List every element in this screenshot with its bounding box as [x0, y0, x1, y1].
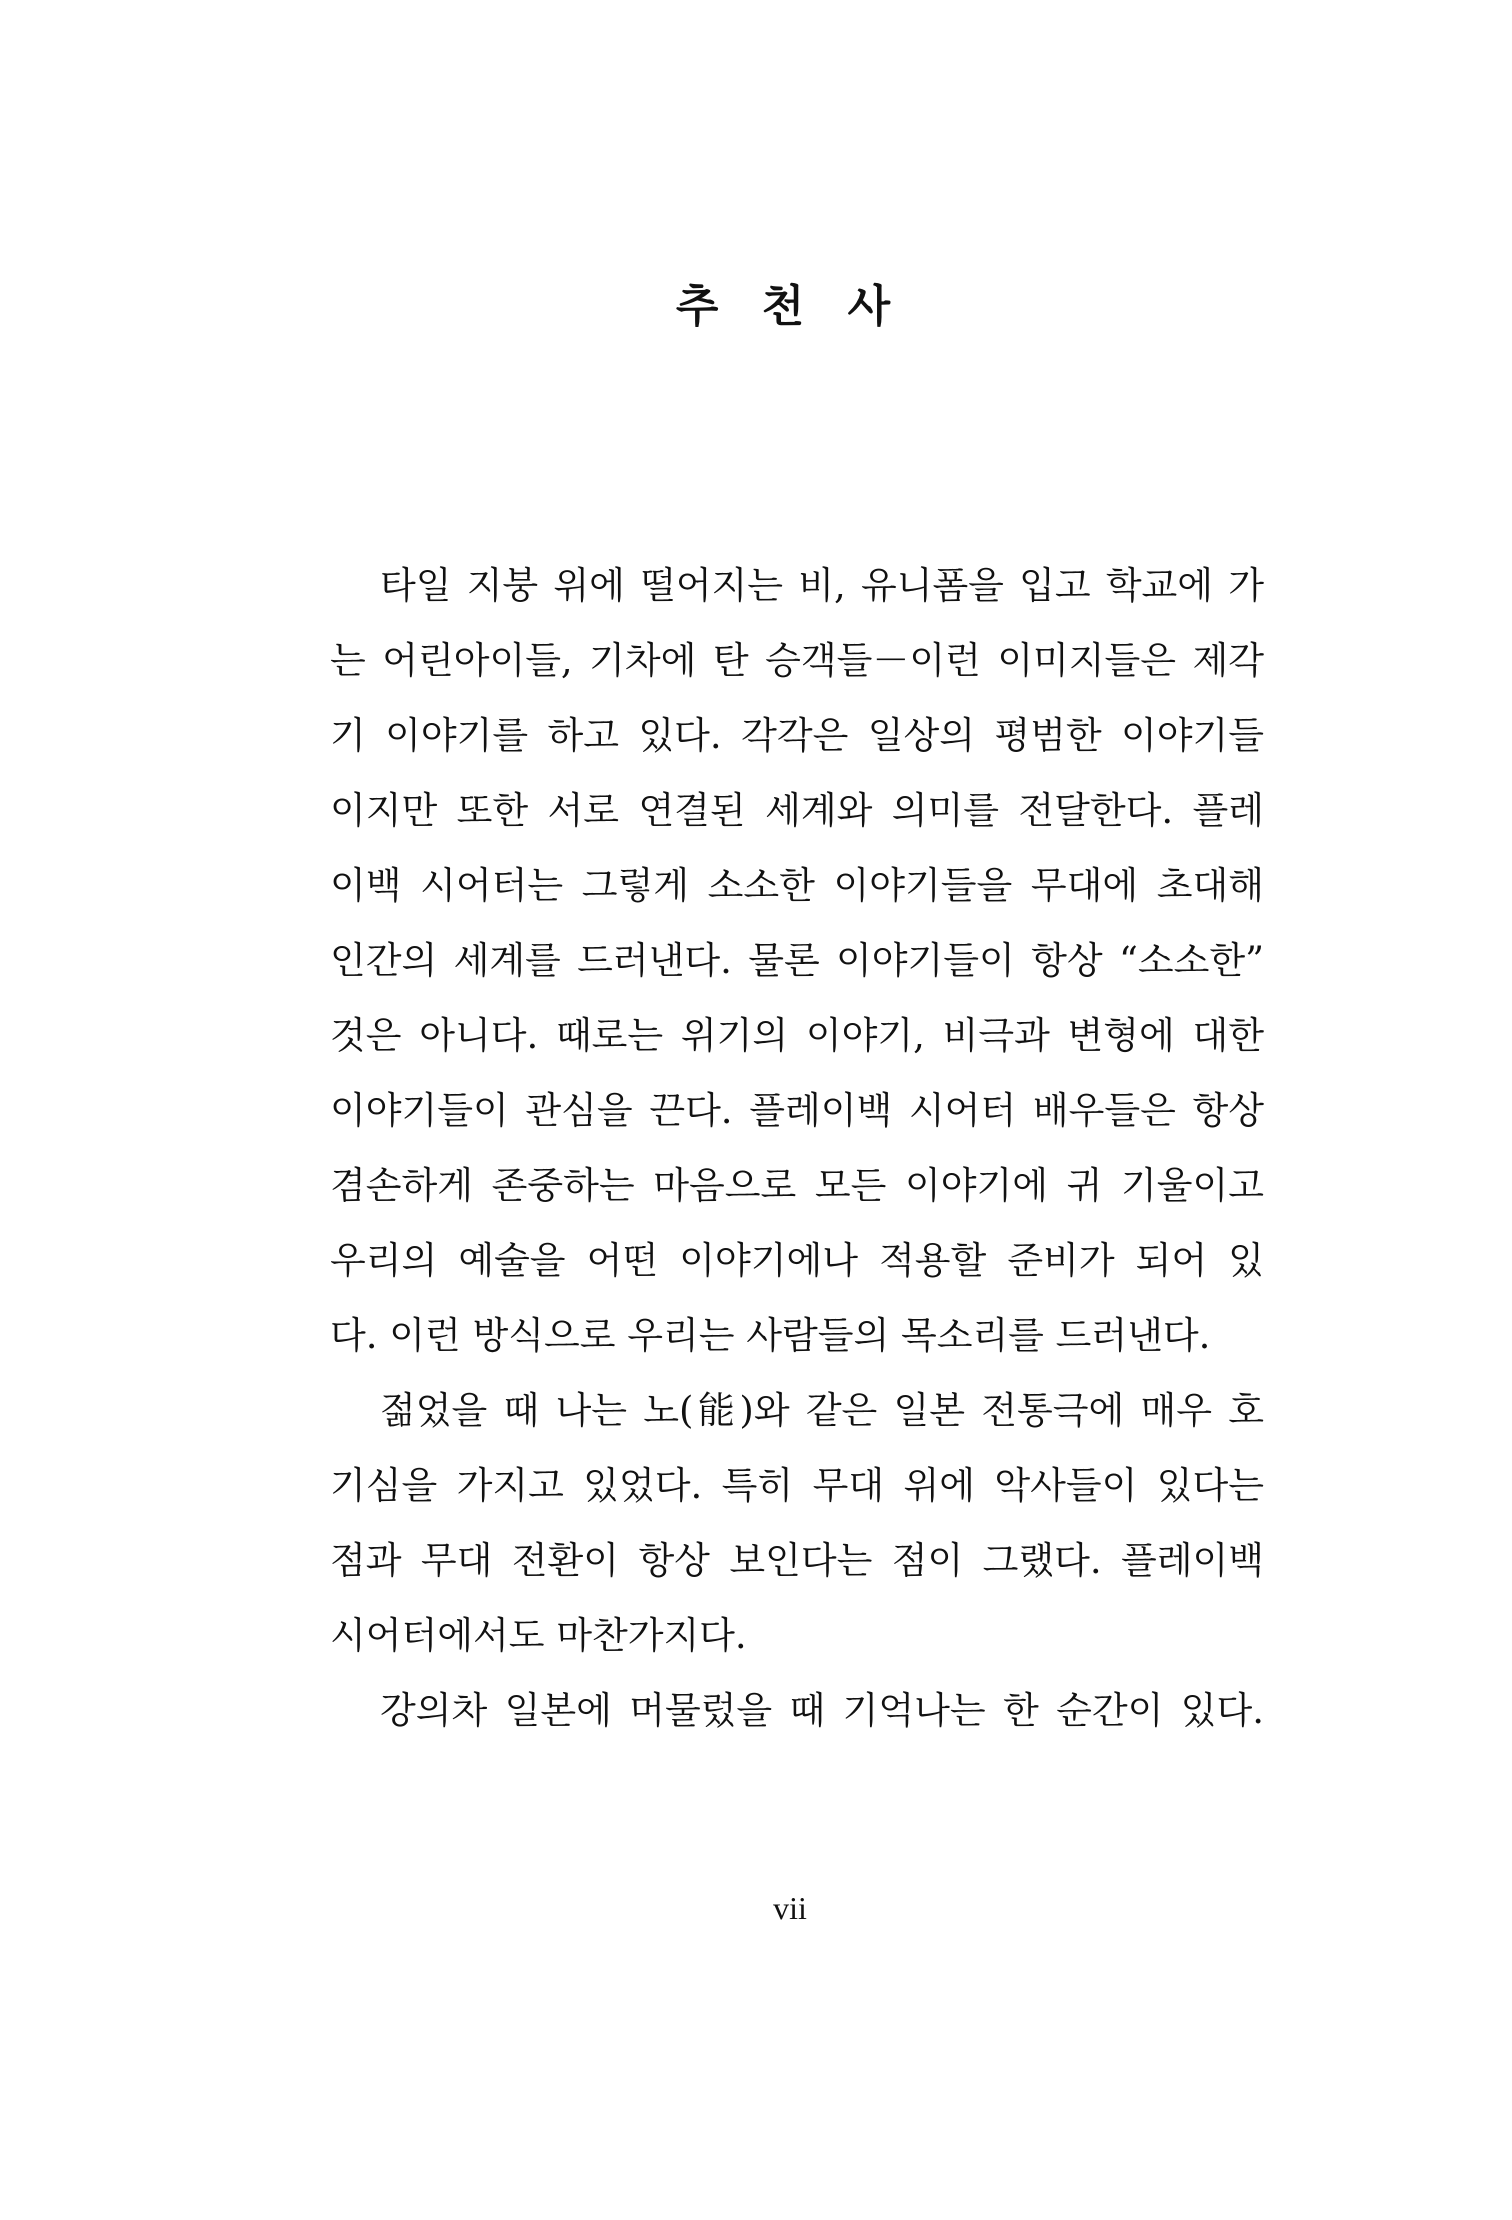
text-line: 타일 지붕 위에 떨어지는 비, 유니폼을 입고 학교에 가	[380, 564, 1264, 607]
text-line: 강의차 일본에 머물렀을 때 기억나는 한 순간이 있다.	[380, 1689, 1264, 1732]
text-line: 이지만 또한 서로 연결된 세계와 의미를 전달한다. 플레	[330, 789, 1264, 832]
text-line: 이야기들이 관심을 끈다. 플레이백 시어터 배우들은 항상	[330, 1089, 1264, 1132]
text-line: 다. 이런 방식으로 우리는 사람들의 목소리를 드러낸다.	[330, 1314, 1211, 1357]
text-line: 우리의 예술을 어떤 이야기에나 적용할 준비가 되어 있	[330, 1239, 1264, 1282]
text-line: 이백 시어터는 그렇게 소소한 이야기들을 무대에 초대해	[330, 864, 1264, 907]
text-line: 시어터에서도 마찬가지다.	[330, 1614, 747, 1657]
text-line: 겸손하게 존중하는 마음으로 모든 이야기에 귀 기울이고	[330, 1164, 1264, 1207]
text-line: 점과 무대 전환이 항상 보인다는 점이 그랬다. 플레이백	[330, 1539, 1264, 1582]
text-line: 인간의 세계를 드러낸다. 물론 이야기들이 항상 “소소한”	[330, 939, 1264, 982]
text-line: 기 이야기를 하고 있다. 각각은 일상의 평범한 이야기들	[330, 714, 1264, 757]
body-text	[330, 548, 1264, 1748]
text-line: 기심을 가지고 있었다. 특히 무대 위에 악사들이 있다는	[330, 1464, 1264, 1507]
page-title: 추 천 사	[675, 281, 905, 333]
page-number: vii	[773, 1890, 807, 1926]
text-line: 것은 아니다. 때로는 위기의 이야기, 비극과 변형에 대한	[330, 1014, 1264, 1057]
text-line: 젊었을 때 나는 노(能)와 같은 일본 전통극에 매우 호	[380, 1389, 1264, 1432]
text-line: 는 어린아이들, 기차에 탄 승객들－이런 이미지들은 제각	[330, 639, 1264, 682]
